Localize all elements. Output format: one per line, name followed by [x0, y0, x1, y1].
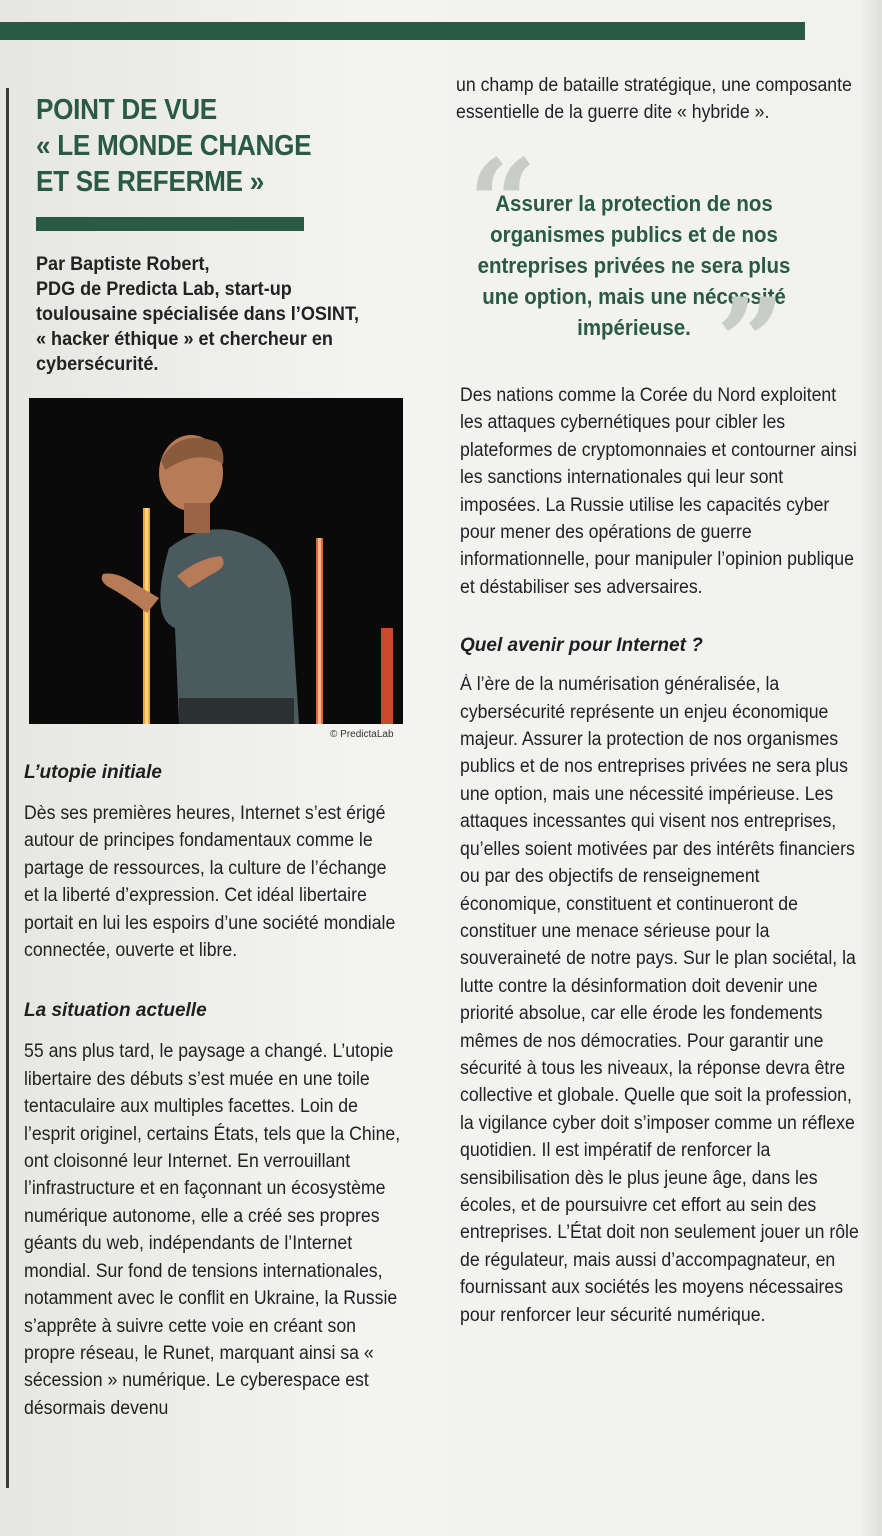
pull-quote-text: Assurer la protection de nos organismes publics et de nos entreprises privées ne sera plus une option, mais une nécessité impérieuse.: [477, 191, 791, 340]
byline-line: « hacker éthique » et chercheur en: [36, 329, 333, 350]
byline-line: PDG de Predicta Lab, start-up: [36, 279, 292, 300]
right-column: [456, 72, 856, 127]
open-quote-icon: “: [468, 133, 538, 274]
section-paragraph: À l’ère de la numérisation généralisée, la cybersécurité représente un enjeu économique majeur. Assurer la protection de nos organismes publics et de nos entreprises privées ne sera plus une option, mais une nécessité impérieuse. Les attaques incessantes qui visent nos entreprises, qu’elles soient motivées par des intérêts financiers ou par des objectifs de renseignement économique, constituent et continueront de constituer une menace sérieuse pour la souveraineté de notre pays. Sur le plan sociétal, la lutte contre la désinformation doit devenir une priorité absolue, car elle érode les fondements mêmes de nos démocraties. Pour garantir une sécurité à tous les niveaux, la réponse devra être collective et globale. Quelle que soit la profession, la vigilance cyber doit s’imposer comme un réflexe quotidien. Il est impératif de renforcer la sensibilisation dès le plus jeune âge, dans les écoles, et de poursuivre cet effort au sein des entreprises. L’État doit non seulement jouer un rôle de régulateur, mais aussi d’accompagnateur, en fournissant aux sociétés les moyens nécessaires pour renforcer leur sécurité numérique.: [460, 674, 859, 1326]
section-heading: Quel avenir pour Internet ?: [460, 635, 703, 657]
title-line: « LE MONDE CHANGE: [36, 130, 312, 162]
author-byline: [36, 252, 378, 377]
section-paragraph: Dès ses premières heures, Internet s’est érigé autour de principes fondamentaux comme le partage de ressources, la culture de l’échange et la liberté d’expression. Cet idéal libertaire portait en lui les espoirs d’une société mondiale connectée, ouverte et libre.: [24, 803, 396, 962]
page-shadow: [860, 0, 882, 1536]
title-line: POINT DE VUE: [36, 94, 217, 126]
section-paragraph: Des nations comme la Corée du Nord exploitent les attaques cybernétiques pour cibler les plateformes de cryptomonnaies et contourner ainsi les sanctions internationales qui leur sont imposées. La Russie utilise les capacités cyber pour mener des opérations de guerre informationnelle, pour manipuler l’opinion publique et déstabiliser ses adversaires.: [460, 385, 857, 598]
title-underline-bar: [36, 217, 304, 231]
page-edge-line: [6, 88, 9, 1488]
section-heading: La situation actuelle: [24, 1000, 207, 1022]
article-title: [36, 92, 360, 200]
section-heading: L’utopie initiale: [24, 762, 162, 783]
continuation-paragraph: un champ de bataille stratégique, une composante essentielle de la guerre dite « hybride ».: [456, 75, 852, 124]
right-column-lower: [460, 382, 860, 1329]
top-accent-rule: [0, 22, 805, 40]
left-column: [24, 760, 402, 1422]
title-line: ET SE REFERME »: [36, 166, 265, 198]
byline-line: cybersécurité.: [36, 354, 159, 375]
section-paragraph: 55 ans plus tard, le paysage a changé. L’utopie libertaire des débuts s’est muée en une toile tentaculaire aux multiples facettes. Loin de l’esprit originel, certains États, tels que la Chine, ont cloisonné leur Internet. En verrouillant l’infrastructure et en façonnant un écosystème numérique autonome, elle a créé ses propres géants du web, indépendants de l’Internet mondial. Sur fond de tensions internationales, notamment avec le conflit en Ukraine, la Russie s’apprête à suivre cette voie en créant son propre réseau, le Runet, marquant ainsi sa « sécession » numérique. Le cyberespace est désormais devenu: [24, 1041, 401, 1419]
photo-credit: © PredictaLab: [330, 729, 394, 740]
byline-line: Par Baptiste Robert,: [36, 254, 210, 275]
close-quote-icon: ”: [716, 272, 786, 413]
author-photo: [29, 398, 403, 724]
byline-line: toulousaine spécialisée dans l’OSINT,: [36, 304, 359, 325]
